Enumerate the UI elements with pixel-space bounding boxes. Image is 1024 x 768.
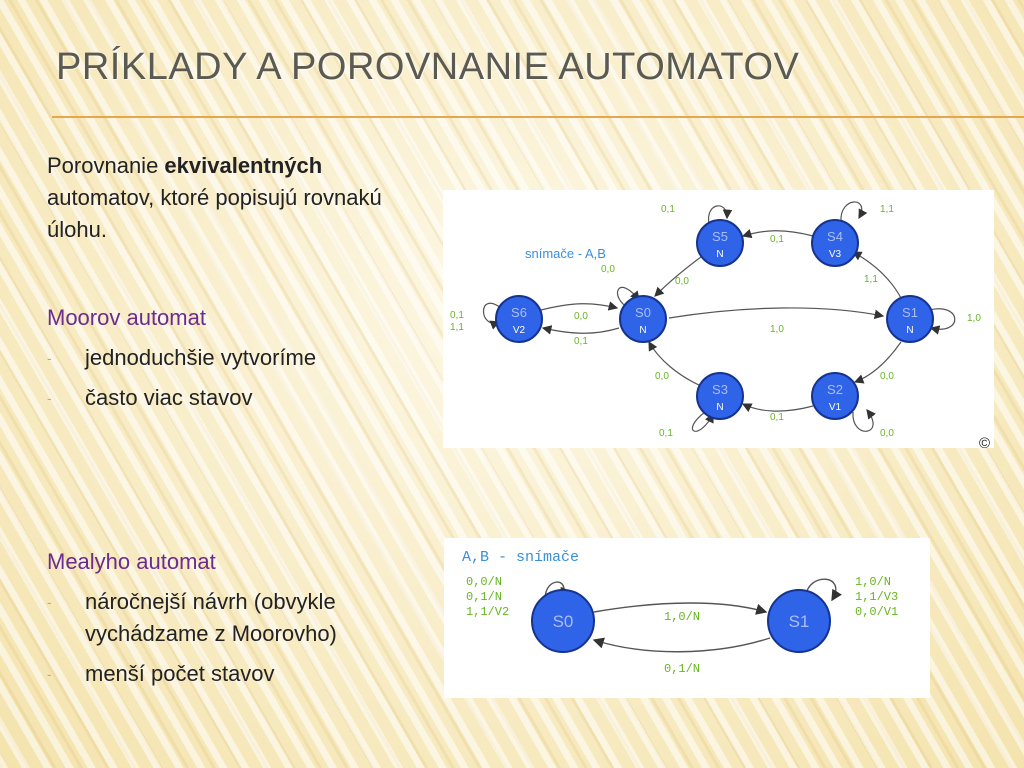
mealy-state-s0-name: S0 [552, 612, 574, 631]
state-s6-name: S6 [511, 305, 527, 320]
edge-s0-s6 [543, 328, 619, 333]
state-s1-name: S1 [902, 305, 918, 320]
state-s5-output: N [716, 249, 724, 260]
label-s5-loop: 0,1 [661, 204, 675, 215]
label-s2-s3: 0,1 [770, 412, 784, 423]
mealy-section [47, 546, 407, 690]
state-s0 [620, 296, 666, 342]
mealy-sensor-label: A,B - snímače [462, 549, 580, 566]
label-s1-s4: 1,1 [864, 274, 878, 285]
state-s0-name: S0 [635, 305, 651, 320]
label-s3-s0: 0,0 [655, 371, 669, 382]
state-s3-output: N [716, 402, 724, 413]
intro-rest: automatov, ktoré popisujú rovnakú úlohu. [47, 185, 382, 242]
slide-title: PRÍKLADY A POROVNANIE AUTOMATOV [56, 46, 800, 88]
moore-sensor-label: snímače - A,B [525, 246, 606, 261]
bullet-marker: - [47, 390, 52, 406]
label-s0-s1: 1,0 [770, 324, 784, 335]
label-s6-loop-a: 0,1 [450, 310, 464, 321]
label-mealy-s1-loop-1: 1,0/N [855, 575, 892, 589]
mealy-bullet-1-text: náročnejší návrh (obvykle vychádzame z Moorovho) [85, 589, 337, 646]
label-mealy-s0-loop-3: 1,1/V2 [466, 605, 510, 619]
label-s0-s6: 0,1 [574, 336, 588, 347]
state-s2-name: S2 [827, 382, 843, 397]
moore-diagram [443, 190, 994, 448]
edge-s2-loop [853, 410, 873, 431]
edge-s6-s0 [541, 304, 617, 310]
edge-s5-s0 [655, 254, 705, 296]
mealy-bullet-2-text: menší počet stavov [85, 661, 275, 686]
label-s3-loop: 0,1 [659, 428, 673, 439]
label-s6-loop-b: 1,1 [450, 322, 464, 333]
state-s5 [697, 220, 743, 266]
label-s5-s0: 0,0 [675, 276, 689, 287]
title-underline [52, 116, 1024, 118]
edge-s0-s1 [669, 308, 883, 318]
state-s4 [812, 220, 858, 266]
state-s5-name: S5 [712, 229, 728, 244]
bullet-marker: - [47, 594, 52, 610]
state-s1-output: N [906, 325, 914, 336]
bullet-marker: - [47, 666, 52, 682]
label-s6-s0: 0,0 [574, 311, 588, 322]
label-mealy-s0-loop-1: 0,0/N [466, 575, 503, 589]
state-s2-output: V1 [828, 402, 842, 413]
moore-bullet-1 [47, 342, 427, 374]
mealy-state-s1 [768, 590, 830, 652]
moore-heading: Moorov automat [47, 305, 206, 330]
mealy-heading: Mealyho automat [47, 549, 216, 574]
state-s4-output: V3 [828, 249, 842, 260]
label-mealy-s0-s1: 1,0/N [664, 610, 701, 624]
state-s1 [887, 296, 933, 342]
intro-text [47, 150, 427, 246]
state-s6 [496, 296, 542, 342]
label-mealy-s0-loop-2: 0,1/N [466, 590, 503, 604]
state-s3 [697, 373, 743, 419]
state-s6-output: V2 [512, 325, 526, 336]
moore-bullet-2-text: často viac stavov [85, 385, 253, 410]
intro-bold: ekvivalentných [164, 153, 323, 178]
label-mealy-s1-loop-3: 0,0/V1 [855, 605, 899, 619]
label-mealy-s1-s0: 0,1/N [664, 662, 701, 676]
edge-mealy-s1-s0 [594, 638, 770, 652]
intro-prefix: Porovnanie [47, 153, 165, 178]
mealy-edge-labels [466, 575, 898, 676]
moore-bullet-1-text: jednoduchšie vytvoríme [85, 345, 317, 370]
mealy-bullet-2 [47, 658, 407, 690]
state-s0-output: N [639, 325, 647, 336]
moore-section [47, 302, 427, 414]
moore-diagram-svg [443, 190, 994, 448]
label-s0-loop: 0,0 [601, 264, 615, 275]
label-s2-loop: 0,0 [880, 428, 894, 439]
state-s2 [812, 373, 858, 419]
mealy-state-s1-name: S1 [788, 612, 810, 631]
state-s4-name: S4 [827, 229, 843, 244]
mealy-diagram-svg [444, 538, 930, 698]
moore-bullet-2 [47, 382, 427, 414]
edge-s2-s3 [743, 404, 813, 411]
state-s3-name: S3 [712, 382, 728, 397]
edge-s4-loop [841, 202, 862, 222]
edge-s1-s2 [855, 342, 901, 382]
mealy-diagram [444, 538, 930, 698]
bullet-marker: - [47, 350, 52, 366]
label-s1-loop: 1,0 [967, 313, 981, 324]
label-s4-s5: 0,1 [770, 234, 784, 245]
label-mealy-s1-loop-2: 1,1/V3 [855, 590, 899, 604]
label-s1-s2: 0,0 [880, 371, 894, 382]
mealy-state-s0 [532, 590, 594, 652]
label-s4-loop: 1,1 [880, 204, 894, 215]
corner-mark: © [979, 435, 991, 448]
mealy-bullet-1 [47, 586, 407, 650]
